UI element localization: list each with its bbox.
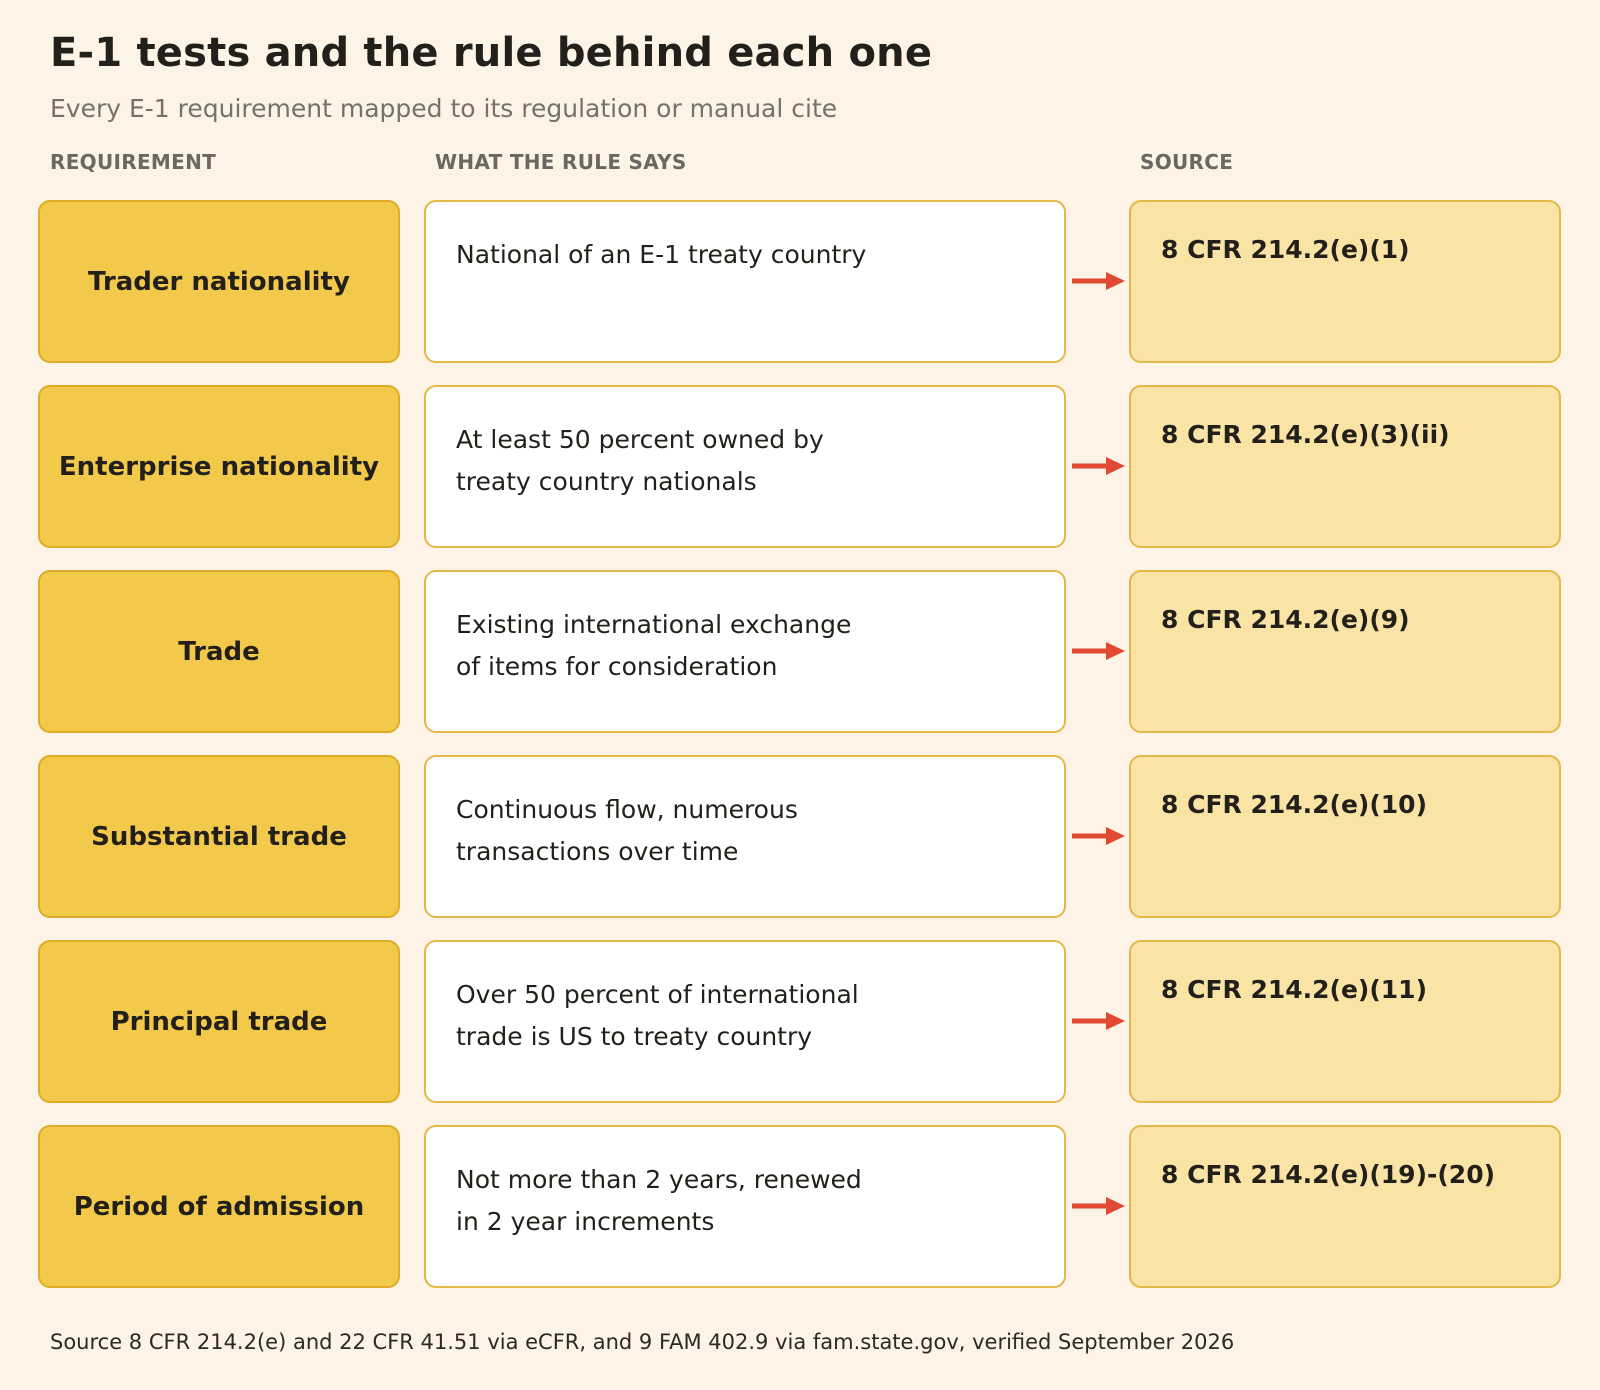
requirement-box: Substantial trade	[38, 755, 400, 918]
requirement-row	[0, 385, 1600, 548]
rule-text: At least 50 percent owned by treaty country nationals	[456, 425, 824, 496]
requirement-row	[0, 200, 1600, 363]
requirement-row	[0, 755, 1600, 918]
column-header-rule: WHAT THE RULE SAYS	[435, 150, 687, 174]
rule-box	[424, 755, 1066, 918]
requirement-row	[0, 570, 1600, 733]
rule-box	[424, 200, 1066, 363]
arrow-right-icon	[1070, 455, 1126, 477]
page-title: E-1 tests and the rule behind each one	[50, 30, 933, 76]
rule-box	[424, 570, 1066, 733]
rule-box	[424, 940, 1066, 1103]
requirement-box: Enterprise nationality	[38, 385, 400, 548]
source-box: 8 CFR 214.2(e)(10)	[1129, 755, 1561, 918]
requirement-row	[0, 940, 1600, 1103]
rule-text: Existing international exchange of items for consideration	[456, 610, 852, 681]
column-header-source: SOURCE	[1140, 150, 1234, 174]
source-footnote: Source 8 CFR 214.2(e) and 22 CFR 41.51 via eCFR, and 9 FAM 402.9 via fam.state.gov, verified September 2026	[50, 1330, 1235, 1354]
page-subtitle: Every E-1 requirement mapped to its regulation or manual cite	[50, 94, 838, 123]
source-box: 8 CFR 214.2(e)(9)	[1129, 570, 1561, 733]
rule-text: Not more than 2 years, renewed in 2 year increments	[456, 1165, 862, 1236]
requirement-row	[0, 1125, 1600, 1288]
arrow-right-icon	[1070, 270, 1126, 292]
source-box: 8 CFR 214.2(e)(11)	[1129, 940, 1561, 1103]
source-box: 8 CFR 214.2(e)(19)-(20)	[1129, 1125, 1561, 1288]
rule-box	[424, 385, 1066, 548]
source-box: 8 CFR 214.2(e)(1)	[1129, 200, 1561, 363]
column-header-requirement: REQUIREMENT	[50, 150, 217, 174]
arrow-right-icon	[1070, 640, 1126, 662]
arrow-right-icon	[1070, 1195, 1126, 1217]
requirement-box: Trade	[38, 570, 400, 733]
requirement-box: Principal trade	[38, 940, 400, 1103]
arrow-right-icon	[1070, 825, 1126, 847]
rule-text: Over 50 percent of international trade is US to treaty country	[456, 980, 859, 1051]
requirement-box: Period of admission	[38, 1125, 400, 1288]
source-box: 8 CFR 214.2(e)(3)(ii)	[1129, 385, 1561, 548]
rule-box	[424, 1125, 1066, 1288]
rule-text: National of an E-1 treaty country	[456, 240, 867, 269]
arrow-right-icon	[1070, 1010, 1126, 1032]
rule-text: Continuous flow, numerous transactions over time	[456, 795, 798, 866]
requirement-box: Trader nationality	[38, 200, 400, 363]
